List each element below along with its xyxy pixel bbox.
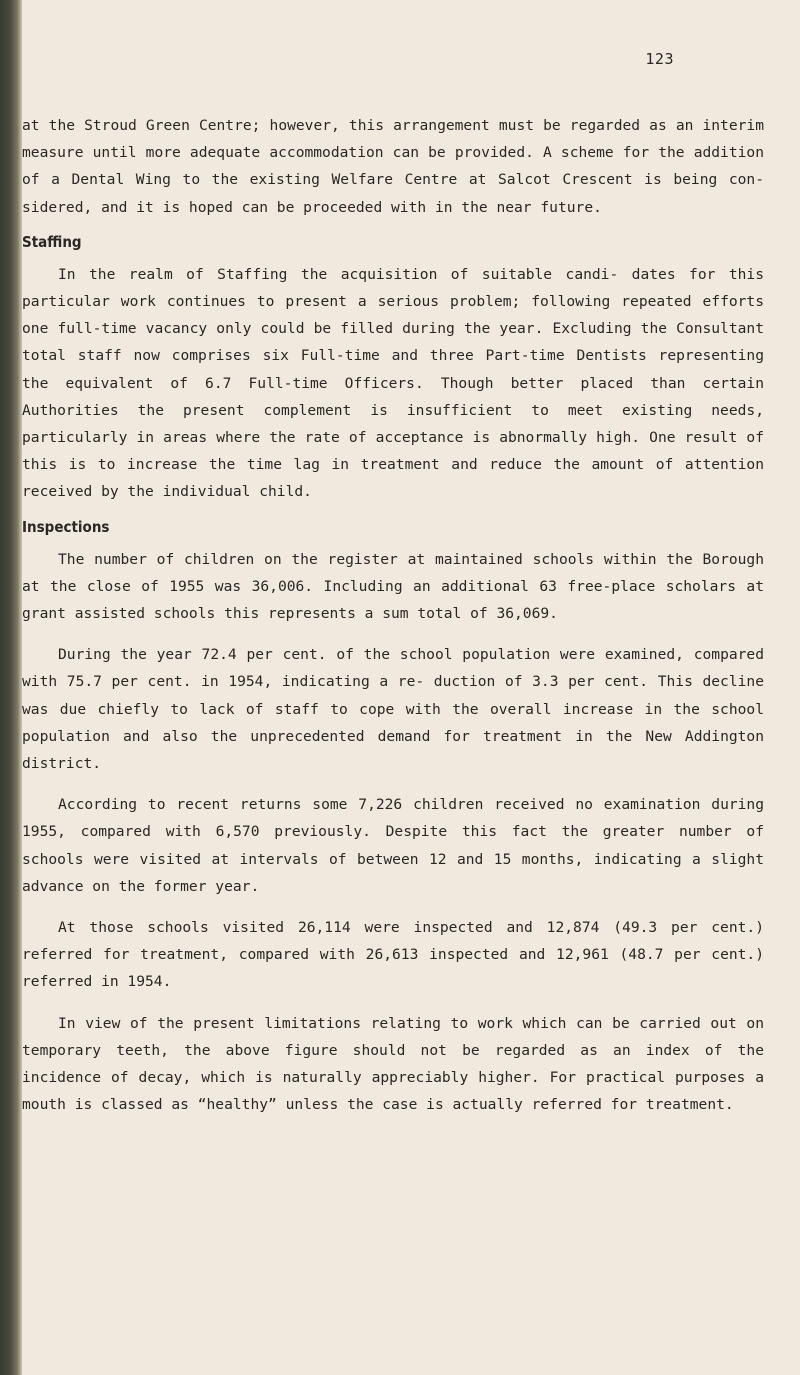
book-spine-shadow [0, 0, 22, 1375]
staffing-paragraph: In the realm of Staffing the acquisition of suitable candi- dates for this particular work continues to present a serious problem; following repeated efforts one full-time vacancy only could be filled during the year. Excluding the Consultant total staff now comprises six Full-time and three Part-time Dentists representing the equivalent of 6.7 Full-time Officers. Though better placed than certain Authorities the present complement is insufficient to meet existing needs, particularly in areas where the rate of acceptance is abnormally high. One result of this is to increase the time lag in treatment and reduce the amount of attention received by the individual child. [22, 265, 764, 501]
inspections-heading: Inspections [22, 517, 110, 536]
inspections-paragraph-1: The number of children on the register at maintained schools within the Borough at the close of 1955 was 36,006. Including an additional 63 free-place scholars at grant assisted schools this represents a sum total of 36,069. [22, 550, 764, 623]
page-body [22, 112, 764, 1133]
inspections-paragraph-4: At those schools visited 26,114 were inspected and 12,874 (49.3 per cent.) referred for treatment, compared with 26,613 inspected and 12,961 (48.7 per cent.) referred in 1954. [22, 919, 764, 991]
intro-paragraph: at the Stroud Green Centre; however, this arrangement must be regarded as an interim measure until more adequate accommodation can be provided. A scheme for the addition of a Dental Wing to the existing Welfare Centre at Salcot Crescent is being con- sidered, and it is hoped can be proceeded with in the near future. [22, 117, 764, 216]
inspections-paragraph-2: During the year 72.4 per cent. of the school population were examined, compared with 75.7 per cent. in 1954, indicating a re- duction of 3.3 per cent. This decline was due chiefly to lack of staff to cope with the overall increase in the school population and also the unprecedented demand for treatment in the New Addington district. [22, 646, 764, 773]
staffing-heading: Staffing [22, 232, 82, 251]
inspections-paragraph-5: In view of the present limitations relating to work which can be carried out on temporary teeth, the above figure should not be regarded as an index of the incidence of decay, which is naturally appreciably higher. For practical purposes a mouth is classed as “healthy” unless the case is actually referred for treatment. [22, 1014, 764, 1114]
document-page [22, 0, 800, 1375]
inspections-paragraph-3: According to recent returns some 7,226 children received no examination during 1955, compared with 6,570 previously. Despite this fact the greater number of schools were visited at intervals of between 12 and 15 months, indicating a slight advance on the former year. [22, 796, 764, 895]
page-number: 123 [645, 50, 674, 68]
